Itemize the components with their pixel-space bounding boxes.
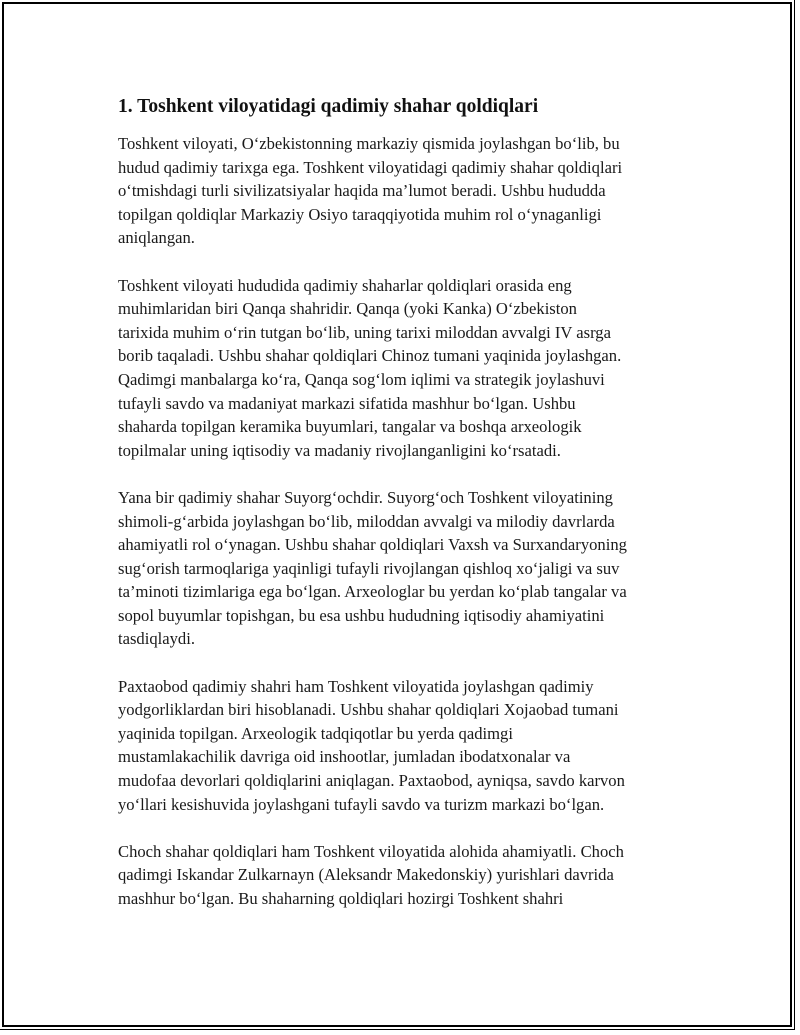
text-line: tufayli savdo va madaniyat markazi sifatida mashhur bo‘lgan. Ushbu <box>118 393 576 413</box>
paragraph-choch <box>118 840 698 911</box>
text-line: shaharda topilgan keramika buyumlari, tangalar va boshqa arxeologik <box>118 417 582 437</box>
text-line: mustamlakachilik davriga oid inshootlar, jumladan ibodatxonalar va <box>118 747 571 767</box>
text-line: mudofaa devorlari qoldiqlarini aniqlagan. Paxtaobod, ayniqsa, savdo karvon <box>118 771 625 791</box>
text-line: ahamiyatli rol o‘ynagan. Ushbu shahar qoldiqlari Vaxsh va Surxandaryoning <box>118 535 627 555</box>
text-line: Choch shahar qoldiqlari ham Toshkent viloyatida alohida ahamiyatli. Choch <box>118 841 624 861</box>
text-line: topilmalar uning iqtisodiy va madaniy rivojlanganligini ko‘rsatadi. <box>118 440 561 460</box>
text-line: sug‘orish tarmoqlariga yaqinligi tufayli rivojlangan qishloq xo‘jaligi va suv <box>118 558 620 578</box>
paragraph-suyorgoch <box>118 486 698 651</box>
text-line: shimoli-g‘arbida joylashgan bo‘lib, miloddan avvalgi va milodiy davrlarda <box>118 511 615 531</box>
text-line: o‘tmishdagi turli sivilizatsiyalar haqida ma’lumot beradi. Ushbu hududda <box>118 181 606 201</box>
text-line: ta’minoti tizimlariga ega bo‘lgan. Arxeologlar bu yerdan ko‘plab tangalar va <box>118 582 627 602</box>
text-line: hudud qadimiy tarixga ega. Toshkent viloyatidagi qadimiy shahar qoldiqlari <box>118 157 623 177</box>
text-line: tarixida muhim o‘rin tutgan bo‘lib, uning tarixi miloddan avvalgi IV asrga <box>118 322 611 342</box>
paragraph-intro <box>118 132 698 250</box>
paragraph-paxtaobod <box>118 675 698 817</box>
section-heading: 1. Toshkent viloyatidagi qadimiy shahar qoldiqlari <box>118 96 539 117</box>
paragraph-qanqa <box>118 274 698 463</box>
text-line: yaqinida topilgan. Arxeologik tadqiqotlar bu yerda qadimgi <box>118 723 513 743</box>
text-line: yo‘llari kesishuvida joylashgani tufayli savdo va turizm markazi bo‘lgan. <box>118 794 605 814</box>
text-line: aniqlangan. <box>118 228 195 248</box>
document-body <box>118 94 698 934</box>
text-line: Toshkent viloyati, O‘zbekistonning markaziy qismida joylashgan bo‘lib, bu <box>118 134 620 153</box>
text-line: Qadimgi manbalarga ko‘ra, Qanqa sog‘lom iqlimi va strategik joylashuvi <box>118 369 605 389</box>
text-line: borib taqaladi. Ushbu shahar qoldiqlari Chinoz tumani yaqinida joylashgan. <box>118 346 622 366</box>
text-line: tasdiqlaydi. <box>118 629 195 649</box>
text-line: Toshkent viloyati hududida qadimiy shaharlar qoldiqlari orasida eng <box>118 275 572 295</box>
text-line: Yana bir qadimiy shahar Suyorg‘ochdir. Suyorg‘och Toshkent viloyatining <box>118 487 613 507</box>
text-line: qadimgi Iskandar Zulkarnayn (Aleksandr Makedonskiy) yurishlari davrida <box>118 865 614 885</box>
text-line: yodgorliklardan biri hisoblanadi. Ushbu shahar qoldiqlari Xojaobad tumani <box>118 700 619 720</box>
text-line: muhimlaridan biri Qanqa shahridir. Qanqa (yoki Kanka) O‘zbekiston <box>118 299 577 319</box>
text-line: mashhur bo‘lgan. Bu shaharning qoldiqlari hozirgi Toshkent shahri <box>118 889 564 908</box>
text-line: Paxtaobod qadimiy shahri ham Toshkent viloyatida joylashgan qadimiy <box>118 676 594 696</box>
text-line: topilgan qoldiqlar Markaziy Osiyo taraqqiyotida muhim rol o‘ynaganligi <box>118 204 602 224</box>
text-line: sopol buyumlar topishgan, bu esa ushbu hududning iqtisodiy ahamiyatini <box>118 605 605 625</box>
